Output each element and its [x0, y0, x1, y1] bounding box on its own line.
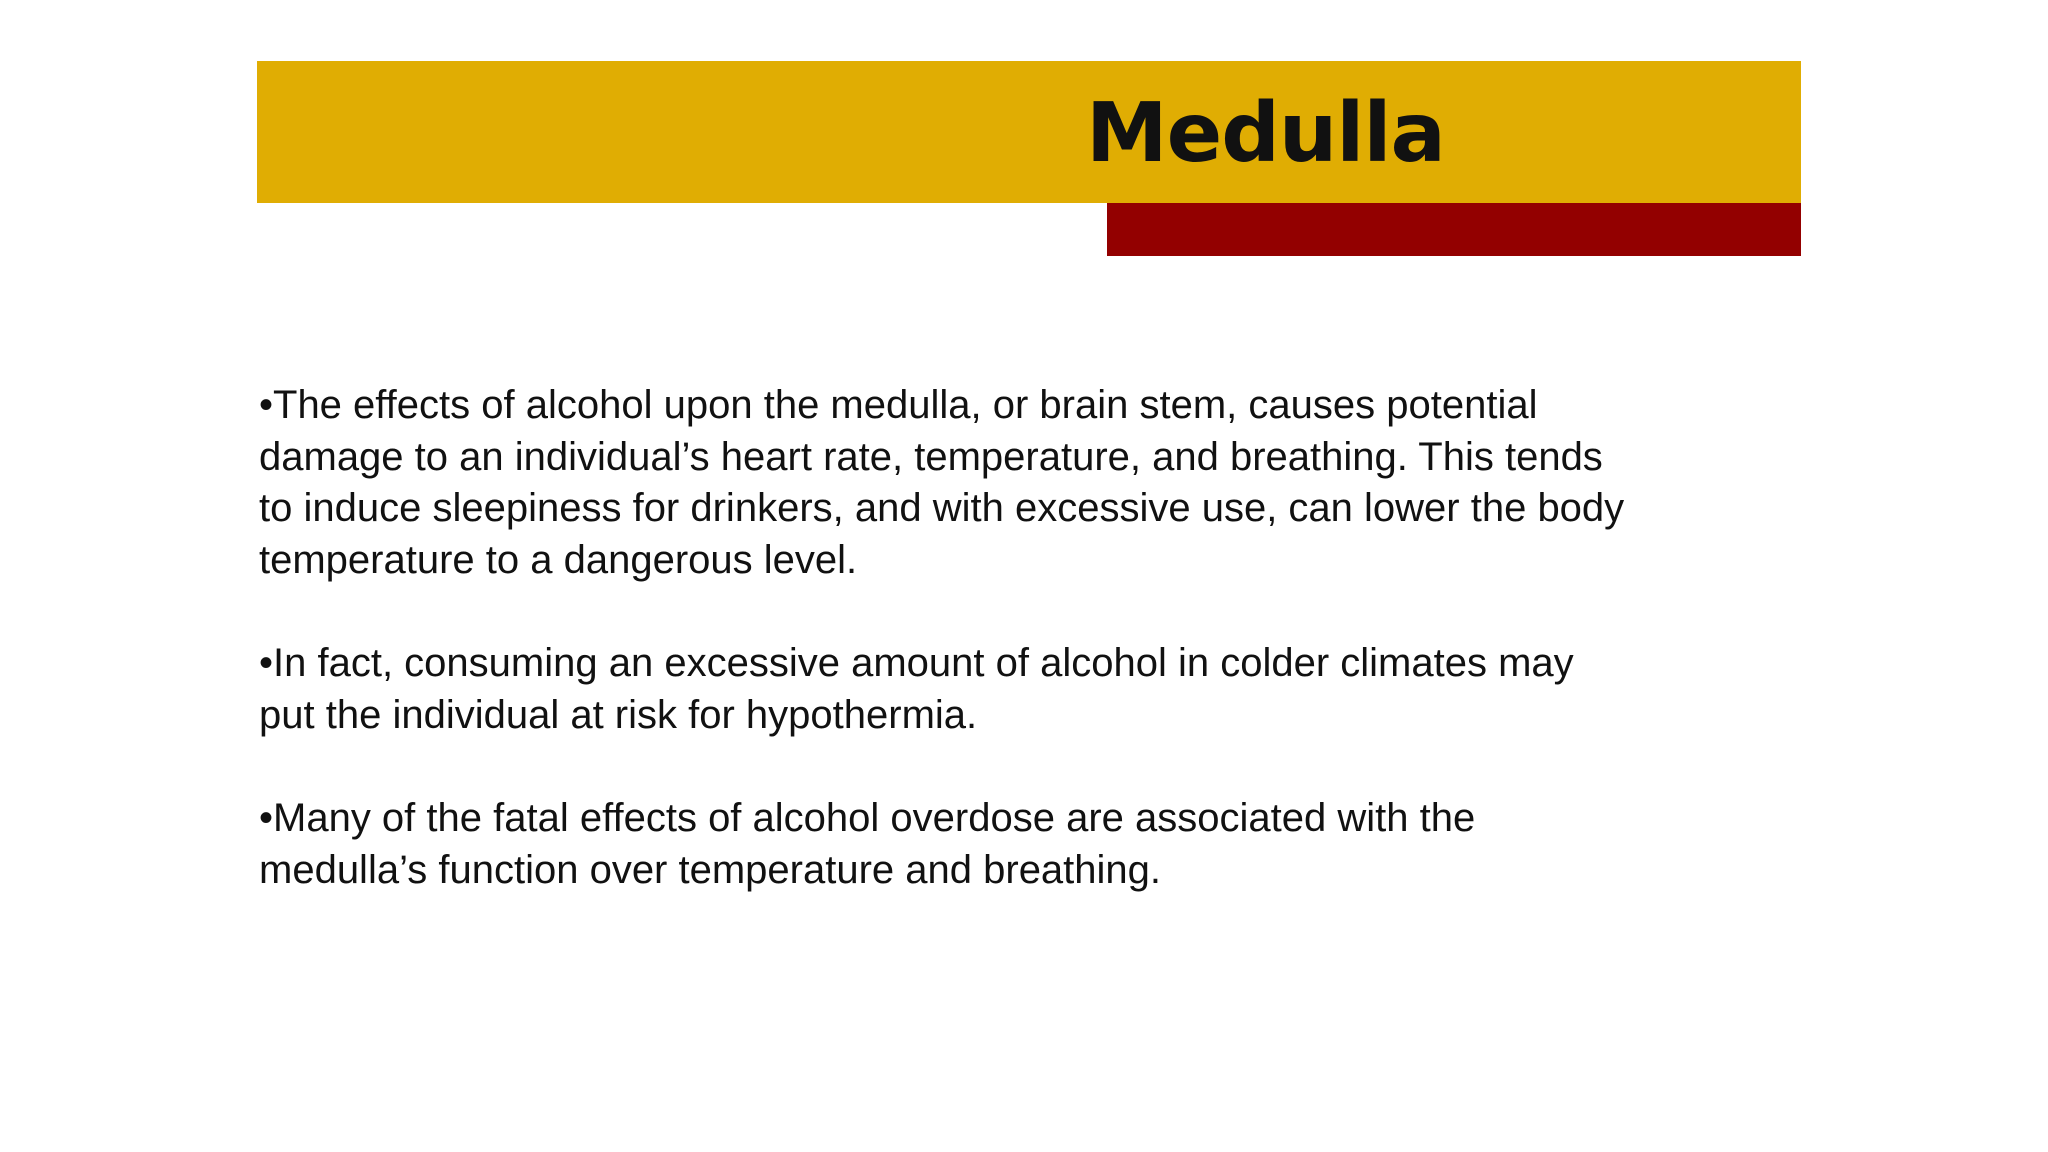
- bullet-item: •The effects of alcohol upon the medulla, or brain stem, causes potential damage to an individual’s heart rate, temperature, and breathing. This tends to induce sleepiness for drinkers, and with excessive use, can lower the body temperature to a dangerous level.: [259, 383, 1625, 582]
- title-bar: [257, 61, 1801, 203]
- slide-title: Medulla: [1086, 86, 1445, 181]
- bullet-item: •In fact, consuming an excessive amount of alcohol in colder climates may put the individual at risk for hypothermia.: [259, 641, 1574, 737]
- bullet-list: [259, 380, 1799, 948]
- accent-bar: [1107, 203, 1801, 256]
- bullet-item: •Many of the fatal effects of alcohol overdose are associated with the medulla’s function over temperature and breathing.: [259, 796, 1476, 892]
